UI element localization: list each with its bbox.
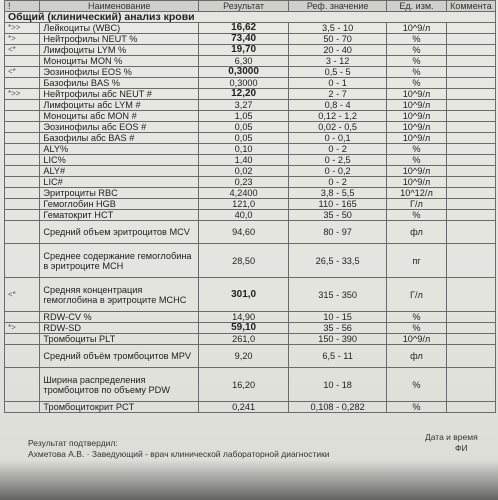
row-name: Среднее содержание гемоглобина в эритроците MCH: [40, 244, 199, 278]
row-flag: <*: [5, 278, 40, 312]
row-name: LIC#: [40, 177, 199, 188]
row-unit: 10^9/л: [387, 23, 447, 34]
row-result: 28,50: [199, 244, 289, 278]
row-comment: [446, 34, 495, 45]
row-name: Гематокрит HCT: [40, 210, 199, 221]
row-flag: [5, 402, 40, 413]
row-ref: 50 - 70: [289, 34, 387, 45]
row-flag: <*: [5, 67, 40, 78]
table-row: [5, 100, 496, 111]
row-comment: [446, 89, 495, 100]
row-unit: Г/л: [387, 199, 447, 210]
row-ref: 0 - 2,5: [289, 155, 387, 166]
row-name: Лимфоциты LYM %: [40, 45, 199, 56]
signature-label: ФИ: [455, 443, 468, 453]
table-row: [5, 34, 496, 45]
row-flag: [5, 334, 40, 345]
row-result: 301,0: [199, 278, 289, 312]
row-ref: 0,108 - 0,282: [289, 402, 387, 413]
table-row: [5, 278, 496, 312]
row-comment: [446, 221, 495, 244]
table-row: [5, 78, 496, 89]
row-name: Лейкоциты (WBC): [40, 23, 199, 34]
row-comment: [446, 111, 495, 122]
photo-shadow: [0, 460, 498, 500]
row-result: 12,20: [199, 89, 289, 100]
row-result: 94,60: [199, 221, 289, 244]
row-unit: 10^9/л: [387, 111, 447, 122]
row-result: 0,05: [199, 133, 289, 144]
row-ref: 2 - 7: [289, 89, 387, 100]
row-ref: 3,8 - 5,5: [289, 188, 387, 199]
table-row: [5, 111, 496, 122]
row-result: 6,30: [199, 56, 289, 67]
row-ref: 10 - 18: [289, 368, 387, 402]
row-name: Средний объём тромбоцитов MPV: [40, 345, 199, 368]
row-unit: 10^9/л: [387, 334, 447, 345]
row-name: Средний объем эритроцитов MCV: [40, 221, 199, 244]
row-ref: 10 - 15: [289, 312, 387, 323]
table-row: [5, 45, 496, 56]
row-result: 40,0: [199, 210, 289, 221]
table-row: [5, 221, 496, 244]
row-name: Тромбоциты PLT: [40, 334, 199, 345]
row-unit: %: [387, 368, 447, 402]
row-result: 0,3000: [199, 67, 289, 78]
row-result: 16,62: [199, 23, 289, 34]
row-ref: 35 - 56: [289, 323, 387, 334]
row-comment: [446, 177, 495, 188]
row-result: 59,10: [199, 323, 289, 334]
row-flag: [5, 199, 40, 210]
row-ref: 3,5 - 10: [289, 23, 387, 34]
row-result: 0,02: [199, 166, 289, 177]
table-row: [5, 166, 496, 177]
row-name: Средняя концентрация гемоглобина в эритроците MCHC: [40, 278, 199, 312]
table-row: [5, 133, 496, 144]
row-unit: 10^9/л: [387, 89, 447, 100]
row-flag: *>: [5, 323, 40, 334]
row-comment: [446, 334, 495, 345]
section-row: [5, 12, 496, 23]
row-flag: [5, 177, 40, 188]
header-ref: Реф. значение: [289, 1, 387, 12]
table-row: [5, 312, 496, 323]
row-unit: %: [387, 34, 447, 45]
table-row: [5, 155, 496, 166]
table-header-row: [5, 1, 496, 12]
table-row: [5, 402, 496, 413]
row-name: Ширина распределения тромбоцитов по объему PDW: [40, 368, 199, 402]
row-ref: 35 - 50: [289, 210, 387, 221]
confirmed-label: Результат подтвердил:: [28, 438, 118, 448]
row-unit: %: [387, 402, 447, 413]
row-result: 16,20: [199, 368, 289, 402]
row-ref: 0,8 - 4: [289, 100, 387, 111]
row-flag: [5, 122, 40, 133]
header-unit: Ед. изм.: [387, 1, 447, 12]
row-comment: [446, 244, 495, 278]
row-flag: *>>: [5, 89, 40, 100]
row-comment: [446, 56, 495, 67]
row-unit: %: [387, 78, 447, 89]
row-flag: [5, 133, 40, 144]
row-result: 0,241: [199, 402, 289, 413]
row-result: 14,90: [199, 312, 289, 323]
header-result: Результат: [199, 1, 289, 12]
row-comment: [446, 368, 495, 402]
table-row: [5, 144, 496, 155]
table-row: [5, 244, 496, 278]
table-row: [5, 23, 496, 34]
row-ref: 26,5 - 33,5: [289, 244, 387, 278]
row-name: Тромбоцитокрит PCT: [40, 402, 199, 413]
row-flag: [5, 144, 40, 155]
row-ref: 0 - 0,2: [289, 166, 387, 177]
row-unit: 10^9/л: [387, 166, 447, 177]
table-row: [5, 345, 496, 368]
row-ref: 3 - 12: [289, 56, 387, 67]
row-comment: [446, 312, 495, 323]
row-unit: %: [387, 45, 447, 56]
row-name: ALY%: [40, 144, 199, 155]
row-ref: 0,02 - 0,5: [289, 122, 387, 133]
row-name: Базофилы BAS %: [40, 78, 199, 89]
row-result: 1,05: [199, 111, 289, 122]
row-comment: [446, 133, 495, 144]
row-result: 121,0: [199, 199, 289, 210]
row-unit: пг: [387, 244, 447, 278]
row-unit: %: [387, 67, 447, 78]
row-comment: [446, 188, 495, 199]
row-flag: [5, 56, 40, 67]
row-unit: %: [387, 210, 447, 221]
row-result: 261,0: [199, 334, 289, 345]
row-ref: 20 - 40: [289, 45, 387, 56]
header-flag: !: [5, 1, 40, 12]
row-comment: [446, 78, 495, 89]
row-name: Гемоглобин HGB: [40, 199, 199, 210]
row-ref: 0 - 2: [289, 177, 387, 188]
row-name: RDW-CV %: [40, 312, 199, 323]
row-result: 0,05: [199, 122, 289, 133]
header-comment: Коммента: [446, 1, 495, 12]
row-ref: 0,12 - 1,2: [289, 111, 387, 122]
row-flag: [5, 188, 40, 199]
row-ref: 0 - 0,1: [289, 133, 387, 144]
row-comment: [446, 122, 495, 133]
table-row: [5, 210, 496, 221]
row-result: 4,2400: [199, 188, 289, 199]
row-flag: *>: [5, 34, 40, 45]
row-comment: [446, 323, 495, 334]
row-ref: 0,5 - 5: [289, 67, 387, 78]
row-name: Базофилы абс BAS #: [40, 133, 199, 144]
table-row: [5, 177, 496, 188]
row-flag: [5, 210, 40, 221]
doctor-name: Ахметова А.В. · Заведующий - врач клинической лабораторной диагностики: [28, 449, 330, 459]
row-comment: [446, 155, 495, 166]
row-ref: 6,5 - 11: [289, 345, 387, 368]
table-row: [5, 199, 496, 210]
footer-right: [425, 432, 478, 454]
row-result: 9,20: [199, 345, 289, 368]
row-comment: [446, 345, 495, 368]
row-ref: 315 - 350: [289, 278, 387, 312]
table-row: [5, 89, 496, 100]
row-name: Моноциты MON %: [40, 56, 199, 67]
row-unit: 10^9/л: [387, 100, 447, 111]
row-unit: %: [387, 155, 447, 166]
row-flag: [5, 368, 40, 402]
row-unit: %: [387, 144, 447, 155]
row-unit: фл: [387, 221, 447, 244]
row-name: Эозинофилы EOS %: [40, 67, 199, 78]
row-comment: [446, 67, 495, 78]
row-unit: %: [387, 323, 447, 334]
blood-test-table: [4, 0, 496, 413]
row-name: LIC%: [40, 155, 199, 166]
row-result: 0,3000: [199, 78, 289, 89]
row-flag: *>>: [5, 23, 40, 34]
row-unit: 10^12/л: [387, 188, 447, 199]
row-comment: [446, 166, 495, 177]
row-ref: 0 - 2: [289, 144, 387, 155]
row-flag: <*: [5, 45, 40, 56]
row-unit: 10^9/л: [387, 122, 447, 133]
row-comment: [446, 100, 495, 111]
row-name: ALY#: [40, 166, 199, 177]
row-comment: [446, 278, 495, 312]
row-flag: [5, 100, 40, 111]
row-unit: Г/л: [387, 278, 447, 312]
date-label: Дата и время: [425, 432, 478, 442]
row-unit: 10^9/л: [387, 177, 447, 188]
row-flag: [5, 155, 40, 166]
row-flag: [5, 111, 40, 122]
header-name: Наименование: [40, 1, 199, 12]
row-flag: [5, 78, 40, 89]
row-name: Нейтрофилы NEUT %: [40, 34, 199, 45]
row-comment: [446, 23, 495, 34]
row-ref: 110 - 165: [289, 199, 387, 210]
row-name: RDW-SD: [40, 323, 199, 334]
row-name: Эозинофилы абс EOS #: [40, 122, 199, 133]
row-result: 73,40: [199, 34, 289, 45]
row-flag: [5, 244, 40, 278]
row-comment: [446, 199, 495, 210]
table-row: [5, 188, 496, 199]
row-result: 0,23: [199, 177, 289, 188]
row-name: Эритроциты RBC: [40, 188, 199, 199]
row-ref: 150 - 390: [289, 334, 387, 345]
table-row: [5, 67, 496, 78]
row-ref: 80 - 97: [289, 221, 387, 244]
row-unit: 10^9/л: [387, 133, 447, 144]
table-row: [5, 122, 496, 133]
row-flag: [5, 166, 40, 177]
row-result: 3,27: [199, 100, 289, 111]
table-row: [5, 323, 496, 334]
row-flag: [5, 221, 40, 244]
row-comment: [446, 210, 495, 221]
table-row: [5, 56, 496, 67]
row-unit: фл: [387, 345, 447, 368]
row-ref: 0 - 1: [289, 78, 387, 89]
row-comment: [446, 45, 495, 56]
row-comment: [446, 144, 495, 155]
row-result: 0,10: [199, 144, 289, 155]
section-title: Общий (клинический) анализ крови: [5, 12, 496, 23]
row-name: Лимфоциты абс LYM #: [40, 100, 199, 111]
row-flag: [5, 312, 40, 323]
row-result: 19,70: [199, 45, 289, 56]
row-unit: %: [387, 312, 447, 323]
footer: [28, 438, 330, 460]
row-name: Моноциты абс MON #: [40, 111, 199, 122]
row-flag: [5, 345, 40, 368]
row-name: Нейтрофилы абс NEUT #: [40, 89, 199, 100]
table-row: [5, 368, 496, 402]
row-unit: %: [387, 56, 447, 67]
table-row: [5, 334, 496, 345]
row-result: 1,40: [199, 155, 289, 166]
row-comment: [446, 402, 495, 413]
